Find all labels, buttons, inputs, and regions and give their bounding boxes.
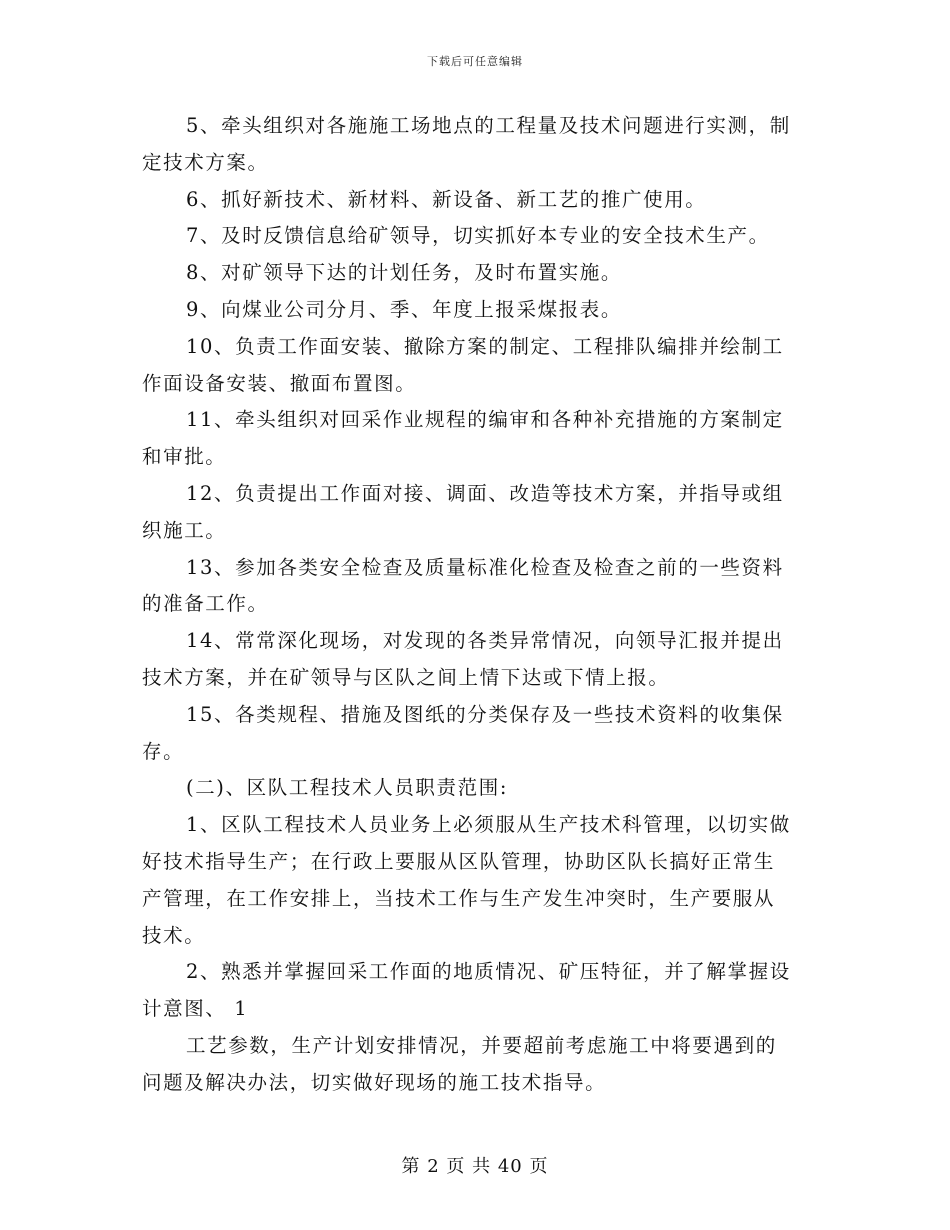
paragraph-item-5: 5、牵头组织对各施施工场地点的工程量及技术问题进行实测，制 定技术方案。 <box>142 114 791 174</box>
section-heading: (二)、区队工程技术人员职责范围: <box>186 776 508 800</box>
paragraph-item-12: 12、负责提出工作面对接、调面、改造等技术方案，并指导或组 织施工。 <box>142 481 784 542</box>
paragraph-duty-1: 1、区队工程技术人员业务上必须服从生产技术科管理，以切实做 好技术指导生产；在行政上要服从区队管理，协助区队长搞好正常生 产管理，在工作安排上，当技术工作与生产发生冲突时，生产要服从 技术。 <box>142 813 791 947</box>
page-footer: 第 2 页 共 40 页 <box>401 1156 549 1177</box>
paragraph-duty-2: 2、熟悉并掌握回采工作面的地质情况、矿压特征，并了解掌握设 计意图、 1 <box>142 960 791 1021</box>
paragraph-item-8: 8、对矿领导下达的计划任务，及时布置实施。 <box>186 261 623 285</box>
paragraph-item-9: 9、向煤业公司分月、季、年度上报采煤报表。 <box>186 297 623 321</box>
paragraph-item-13: 13、参加各类安全检查及质量标准化检查及检查之前的一些资料 的准备工作。 <box>142 555 784 616</box>
paragraph-item-10: 10、负责工作面安装、撤除方案的制定、工程排队编排并绘制工 作面设备安装、撤面布置图。 <box>142 334 784 395</box>
document-body <box>142 108 810 1102</box>
page-header: 下载后可任意编辑 <box>427 55 523 68</box>
paragraph-item-14: 14、常常深化现场，对发现的各类异常情况，向领导汇报并提出 技术方案，并在矿领导与区队之间上情下达或下情上报。 <box>142 629 784 689</box>
paragraph-item-6: 6、抓好新技术、新材料、新设备、新工艺的推广使用。 <box>186 187 707 211</box>
paragraph-continuation: 工艺参数，生产计划安排情况，并要超前考虑施工中将要遇到的 问题及解决办法，切实做好现场的施工技术指导。 <box>142 1033 777 1094</box>
paragraph-item-7: 7、及时反馈信息给矿领导，切实抓好本专业的安全技术生产。 <box>186 224 770 248</box>
paragraph-item-15: 15、各类规程、措施及图纸的分类保存及一些技术资料的收集保 存。 <box>142 702 784 763</box>
paragraph-item-11: 11、牵头组织对回采作业规程的编审和各种补充措施的方案制定 和审批。 <box>142 408 784 469</box>
